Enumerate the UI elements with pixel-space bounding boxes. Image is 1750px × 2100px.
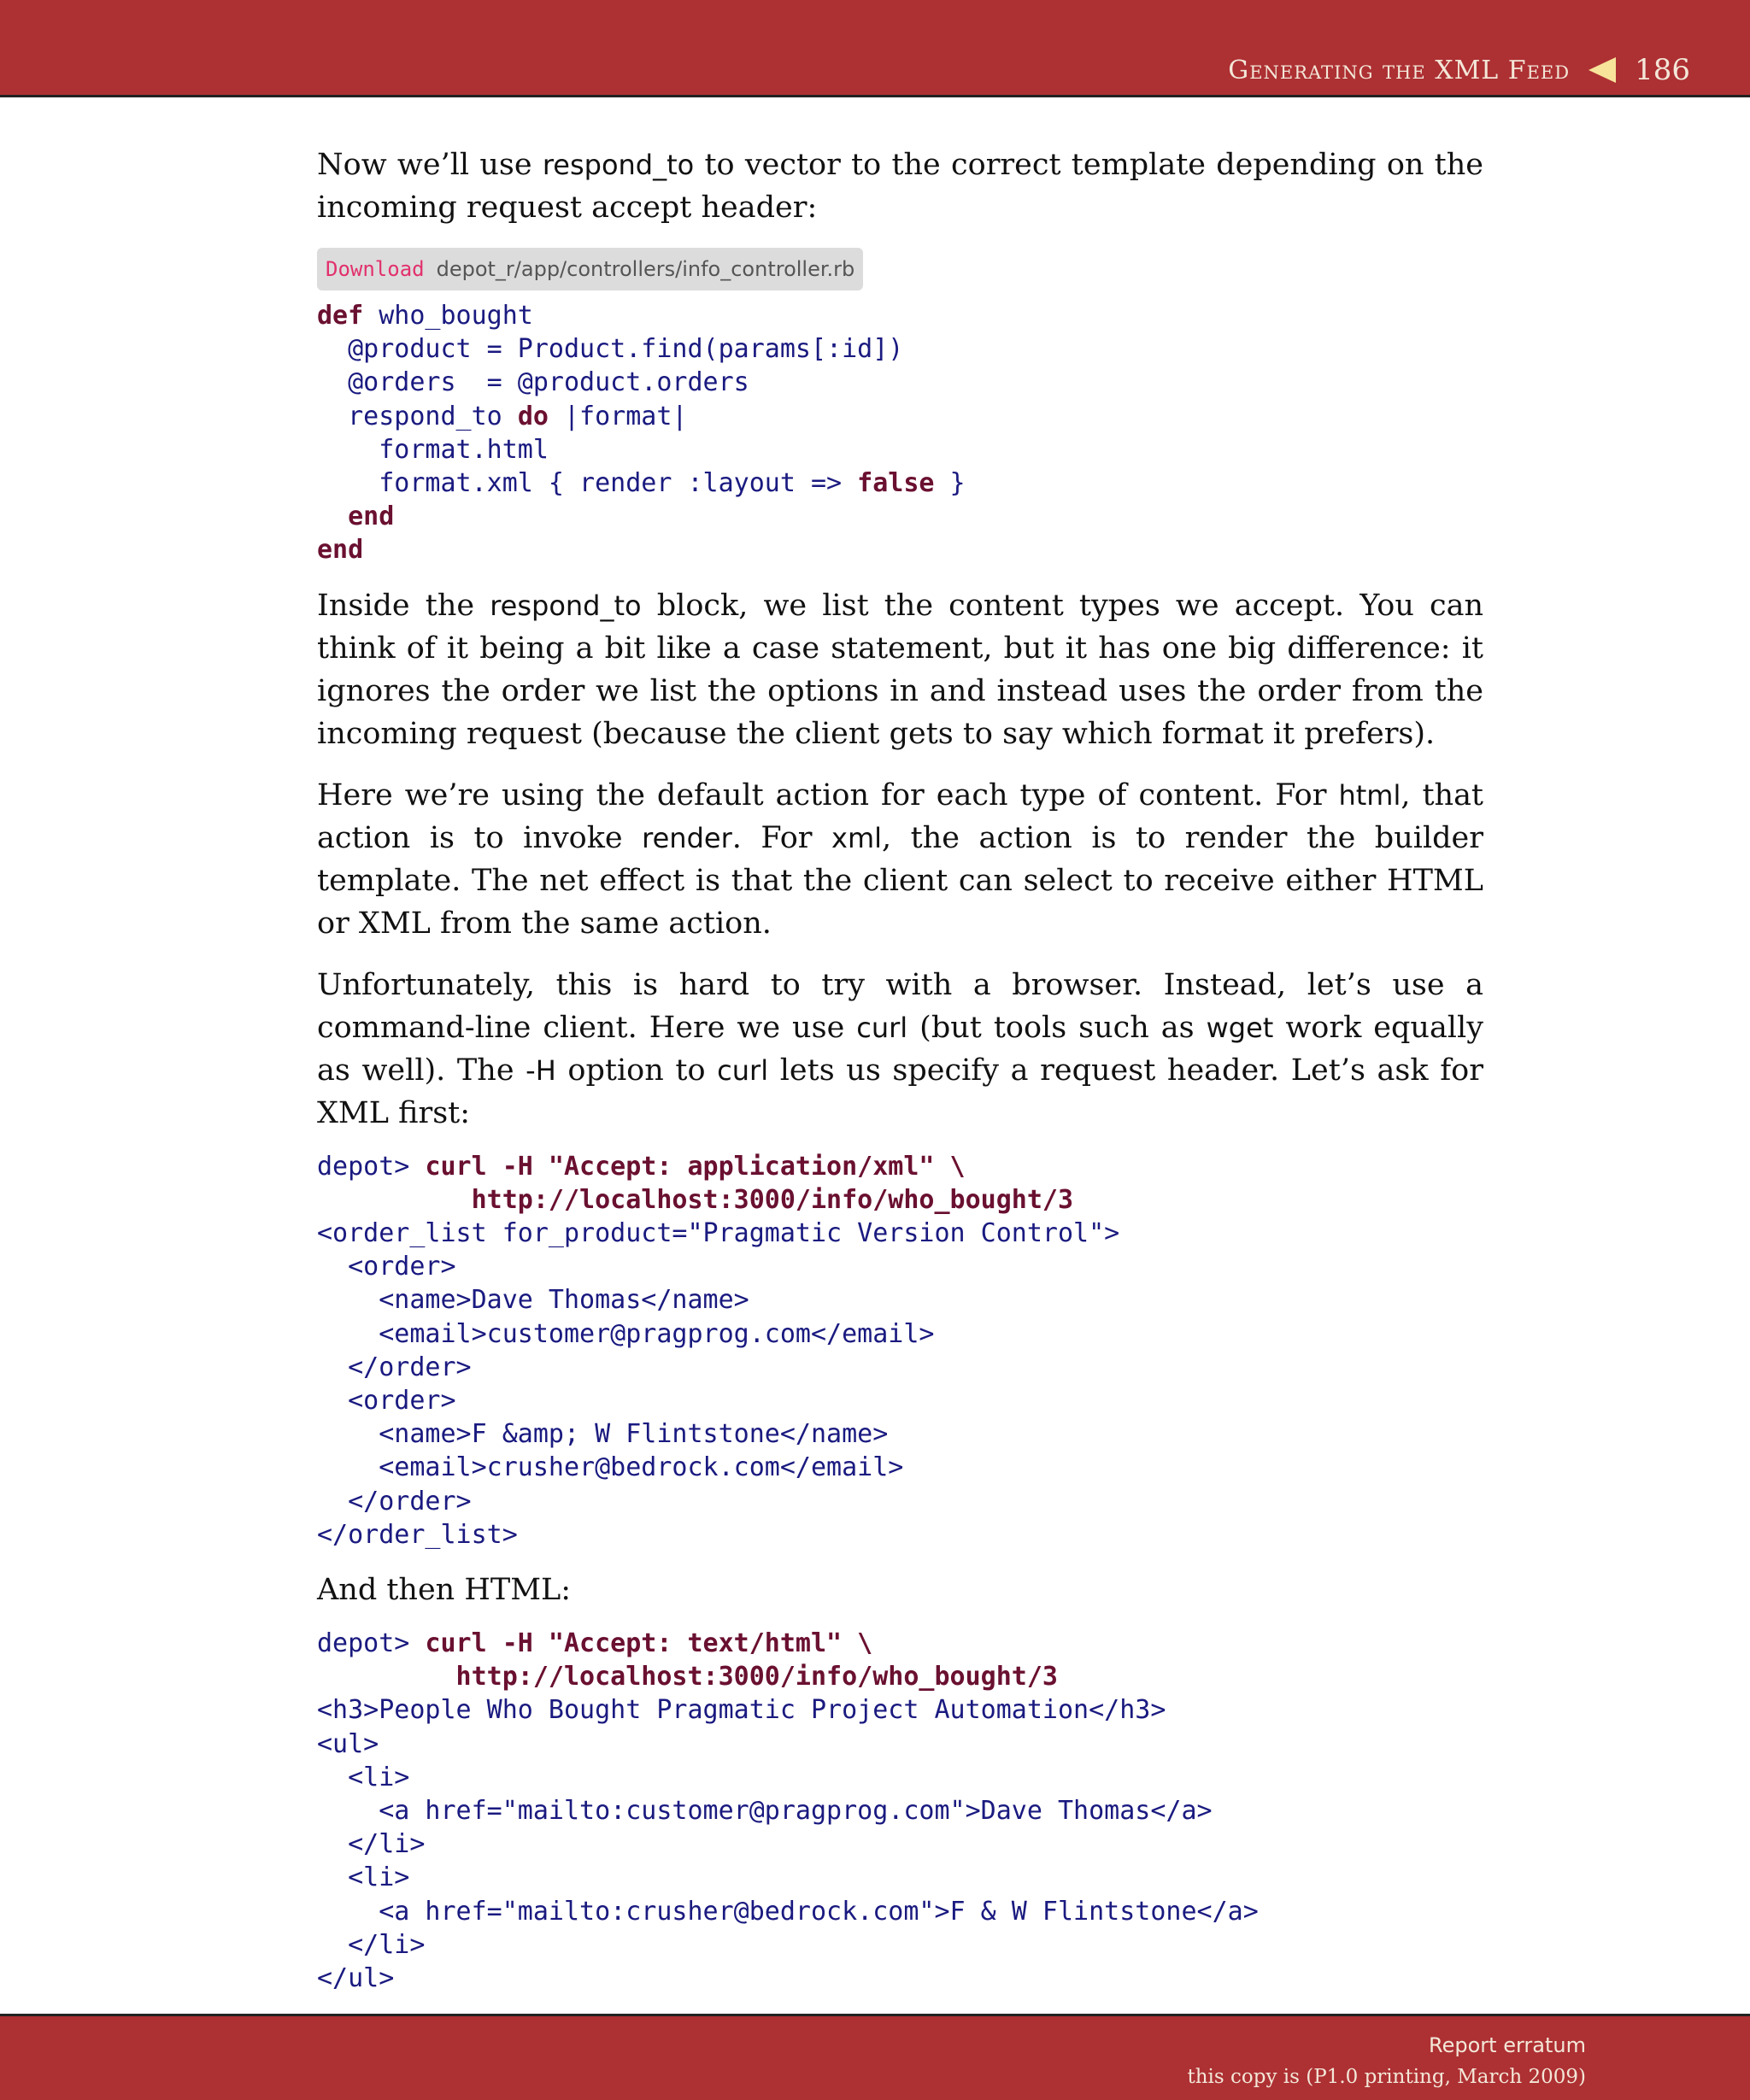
- code-line: <a href="mailto:crusher@bedrock.com">F & W Flintstone</a>: [317, 1896, 1259, 1927]
- shell-command: http://localhost:3000/info/who_bought/3: [317, 1184, 1074, 1215]
- text-run: work equally as well). The: [317, 1010, 1483, 1088]
- page-number: 186: [1635, 53, 1690, 87]
- code-line: <order_list for_product="Pragmatic Version Control">: [317, 1218, 1120, 1249]
- code-keyword: false: [857, 468, 935, 499]
- inline-code: render: [642, 821, 732, 854]
- inline-code: respond_to: [490, 589, 642, 622]
- xml-code-block: [317, 1150, 1483, 1552]
- text-run: . For: [731, 820, 832, 855]
- text-run: to vector to the correct template depending on the incoming request accept header:: [317, 148, 1483, 225]
- code-line: <order>: [317, 1386, 456, 1417]
- text-run: option to: [555, 1053, 718, 1088]
- text-run: , that action is to invoke: [317, 777, 1484, 855]
- paragraph-4: [317, 964, 1483, 1135]
- inline-code: html: [1338, 778, 1401, 812]
- paragraph-5: And then HTML:: [317, 1573, 572, 1608]
- code-line: <order>: [317, 1252, 456, 1282]
- download-path: depot_r/app/controllers/info_controller.rb: [436, 257, 855, 281]
- code-line: </order>: [317, 1352, 472, 1382]
- code-keyword: def: [317, 301, 364, 331]
- text-run: Inside the: [317, 588, 490, 623]
- report-erratum-link[interactable]: Report erratum: [1429, 2033, 1586, 2057]
- code-line: format.html: [317, 434, 549, 465]
- text-run: Unfortunately, this is hard to try with a browser. Instead, let’s use a command-line client. Here we use: [317, 967, 1483, 1045]
- shell-command: curl -H "Accept: application/xml" \: [425, 1151, 966, 1182]
- inline-code: curl: [856, 1011, 908, 1044]
- inline-code: xml: [831, 821, 883, 854]
- code-text: |format|: [548, 401, 688, 431]
- paragraph-1: [317, 144, 1483, 229]
- paragraph-3: [317, 774, 1483, 945]
- code-line: <li>: [317, 1862, 410, 1893]
- text-run: Here we’re using the default action for each type of content. For: [317, 777, 1339, 812]
- code-line: </li>: [317, 1829, 426, 1860]
- header-bar: [0, 0, 1750, 97]
- shell-prompt: depot>: [317, 1628, 426, 1659]
- code-line: <li>: [317, 1762, 410, 1792]
- code-text: respond_to: [317, 401, 518, 431]
- code-line: </order_list>: [317, 1519, 518, 1550]
- shell-prompt: depot>: [317, 1151, 426, 1182]
- shell-command: curl -H "Accept: text/html" \: [425, 1628, 873, 1659]
- code-keyword: do: [517, 401, 549, 431]
- inline-code: wget: [1206, 1011, 1274, 1044]
- copy-info: this copy is (P1.0 printing, March 2009): [1187, 2066, 1586, 2088]
- code-line: </li>: [317, 1929, 426, 1960]
- inline-code: respond_to: [542, 149, 695, 181]
- html-code-block: [317, 1627, 1483, 1995]
- footer-bar: [0, 2014, 1750, 2100]
- download-link[interactable]: Download: [326, 257, 425, 281]
- code-line: </ul>: [317, 1963, 395, 1994]
- code-keyword: end: [317, 502, 395, 532]
- code-line: <ul>: [317, 1728, 379, 1759]
- inline-code: -H: [526, 1053, 556, 1087]
- ruby-code-block: [317, 299, 1483, 567]
- code-keyword: end: [317, 535, 364, 566]
- code-line: <name>Dave Thomas</name>: [317, 1285, 749, 1316]
- code-line: <email>crusher@bedrock.com</email>: [317, 1452, 904, 1483]
- back-arrow-icon[interactable]: [1589, 57, 1616, 83]
- text-run: , the action is to render the builder template. The net effect is that the client can select to receive either HTML or XML from the same action.: [317, 820, 1483, 941]
- code-line: @orders = @product.orders: [317, 367, 749, 398]
- download-box[interactable]: [317, 248, 863, 290]
- text-run: (but tools such as: [907, 1010, 1207, 1045]
- text-run: lets us specify a request header. Let’s ask for XML first:: [317, 1053, 1483, 1130]
- code-text: }: [934, 468, 966, 499]
- code-line: <a href="mailto:customer@pragprog.com">Dave Thomas</a>: [317, 1796, 1213, 1827]
- code-text: who_bought: [363, 301, 533, 331]
- page-content: [317, 144, 1483, 1995]
- code-line: </order>: [317, 1486, 472, 1516]
- shell-command: http://localhost:3000/info/who_bought/3: [317, 1662, 1058, 1692]
- text-run: block, we list the content types we accept. You can think of it being a bit like a case statement, but it has one big difference: it ignores the order we list the options in and instead uses the order from the incoming request (because the client gets to say which format it prefers).: [317, 588, 1483, 751]
- section-title: Generating the XML Feed: [1228, 55, 1571, 85]
- code-line: <name>F &amp; W Flintstone</name>: [317, 1419, 889, 1450]
- code-text: format.xml { render :layout =>: [317, 468, 858, 499]
- inline-code: curl: [717, 1053, 769, 1087]
- code-line: <h3>People Who Bought Pragmatic Project Automation</h3>: [317, 1695, 1166, 1726]
- header-nav: [1228, 53, 1690, 87]
- paragraph-2: [317, 584, 1483, 755]
- code-line: <email>customer@pragprog.com</email>: [317, 1318, 935, 1349]
- text-run: Now we’ll use: [317, 148, 543, 182]
- code-line: @product = Product.find(params[:id]): [317, 334, 904, 365]
